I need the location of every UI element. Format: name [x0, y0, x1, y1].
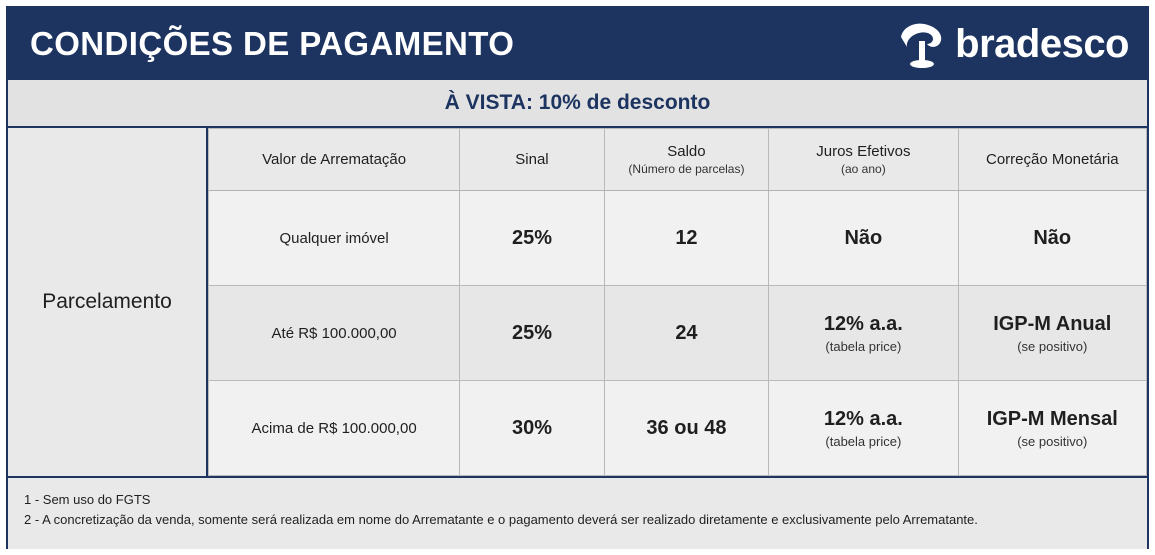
column-header-juros — [769, 129, 958, 191]
conditions-table — [8, 128, 1147, 476]
cash-payment-text: À VISTA: 10% de desconto — [444, 91, 711, 114]
column-header-saldo-sub: (Número de parcelas) — [628, 162, 745, 176]
cell-sinal: 25% — [460, 286, 605, 381]
brand-name: bradesco — [955, 22, 1129, 66]
cell-juros-note: (tabela price) — [825, 433, 902, 449]
cell-valor: Acima de R$ 100.000,00 — [209, 381, 460, 476]
column-header-sinal — [460, 129, 605, 191]
column-header-saldo-label: Saldo — [667, 143, 706, 160]
footnote-1: 1 - Sem uso do FGTS — [24, 492, 151, 507]
cell-valor: Qualquer imóvel — [209, 191, 460, 286]
cell-saldo: 24 — [604, 286, 768, 381]
cell-juros — [769, 286, 958, 381]
cell-correcao-value: IGP-M Mensal — [986, 407, 1118, 430]
installments-grid — [208, 128, 1147, 476]
cell-saldo: 12 — [604, 191, 768, 286]
cell-correcao — [958, 286, 1146, 381]
table-row — [209, 191, 1147, 286]
column-header-correcao — [958, 129, 1146, 191]
row-group-label-cell — [8, 128, 208, 476]
cell-sinal: 25% — [460, 191, 605, 286]
cell-juros-value: 12% a.a. — [823, 407, 903, 430]
column-header-valor — [209, 129, 460, 191]
column-header-juros-sub: (ao ano) — [841, 162, 886, 176]
table-header-row — [209, 129, 1147, 191]
document-frame — [6, 6, 1149, 549]
cell-sinal: 30% — [460, 381, 605, 476]
footnotes-section — [8, 476, 1147, 549]
column-header-correcao-label: Correção Monetária — [985, 151, 1119, 168]
page-title: CONDIÇÕES DE PAGAMENTO — [30, 25, 515, 62]
bradesco-logo — [895, 19, 1129, 69]
column-header-saldo — [604, 129, 768, 191]
cell-juros-value: Não — [844, 226, 883, 249]
cell-correcao — [958, 191, 1146, 286]
table-row — [209, 286, 1147, 381]
cell-correcao-note: (se positivo) — [1017, 433, 1088, 449]
row-group-label: Parcelamento — [42, 290, 172, 313]
cell-valor: Até R$ 100.000,00 — [209, 286, 460, 381]
cell-juros — [769, 381, 958, 476]
cell-correcao-value: IGP-M Anual — [993, 312, 1112, 335]
column-header-valor-label: Valor de Arrematação — [262, 151, 407, 168]
cell-juros — [769, 191, 958, 286]
bradesco-tree-icon — [895, 19, 949, 69]
cell-correcao-value: Não — [1033, 226, 1072, 249]
column-header-juros-label: Juros Efetivos — [816, 143, 911, 160]
cell-saldo: 36 ou 48 — [604, 381, 768, 476]
column-header-sinal-label: Sinal — [515, 151, 549, 168]
cell-correcao — [958, 381, 1146, 476]
cell-correcao-note: (se positivo) — [1017, 338, 1088, 354]
cash-payment-banner — [8, 80, 1147, 128]
footnote-2: 2 - A concretização da venda, somente será realizada em nome do Arrematante e o pagamento deverá ser realizado diretamente e exclusivamente pelo Arrematante. — [24, 512, 978, 528]
document-header — [8, 8, 1147, 80]
cell-juros-value: 12% a.a. — [823, 312, 903, 335]
cell-juros-note: (tabela price) — [825, 338, 902, 354]
table-row — [209, 381, 1147, 476]
